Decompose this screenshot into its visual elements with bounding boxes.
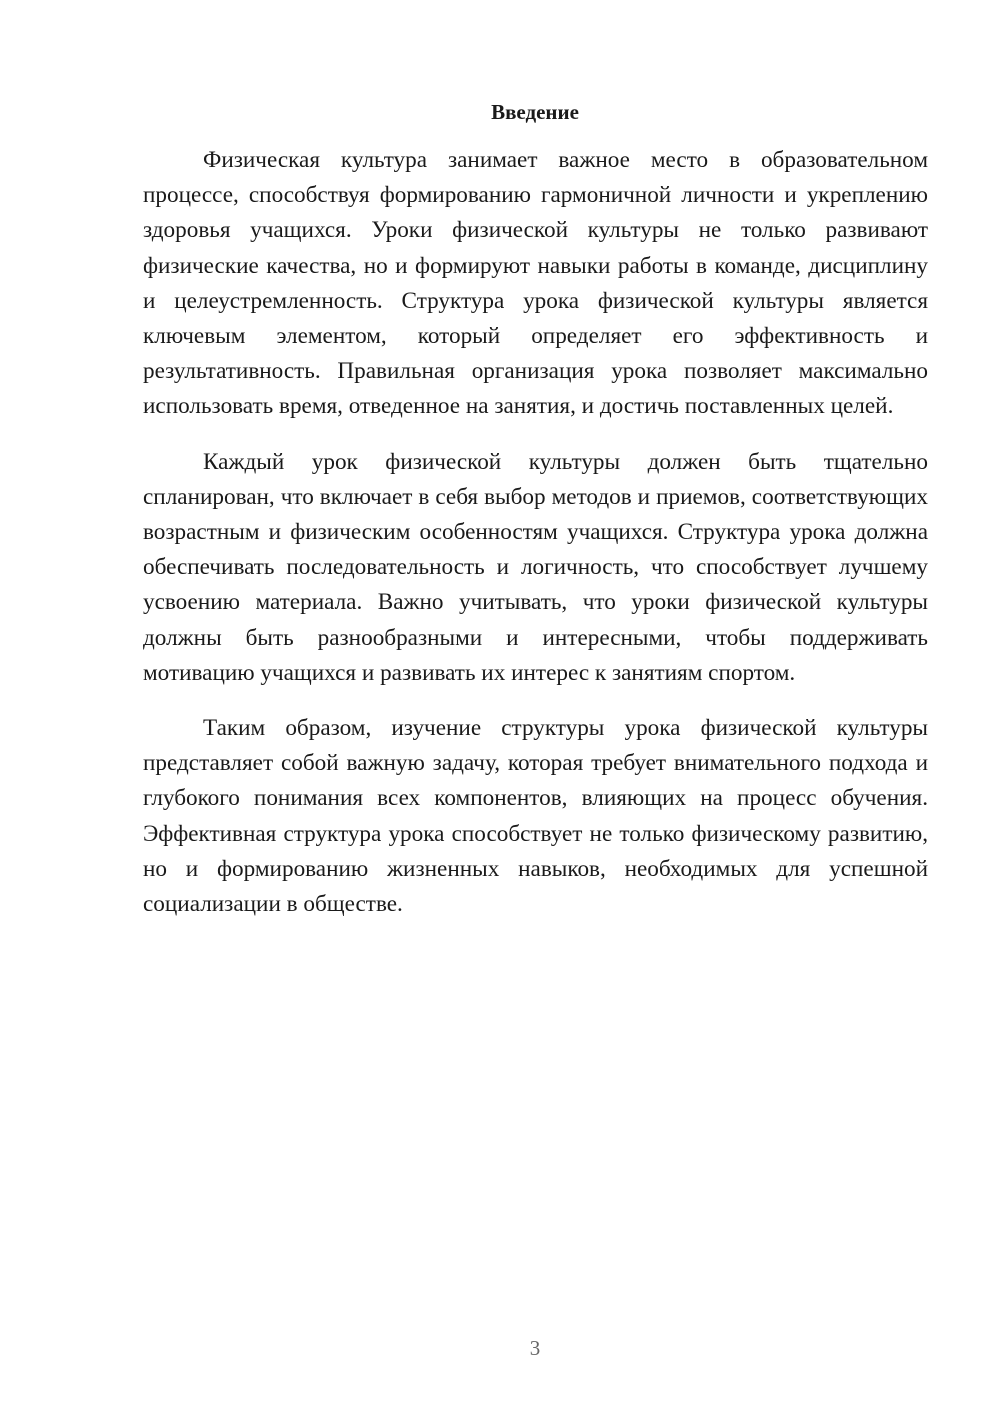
paragraph: Таким образом, изучение структуры урока физической культуры представляет собой важную задачу, которая требует внимательного подхода и глубокого понимания всех компонентов, влияющих на процесс обучения. Эффективная структура урока способствует не только физическому развитию, но и формированию жизненных навыков, необходимых для успешной социализации в обществе. bbox=[143, 715, 928, 918]
page-number: 3 bbox=[529, 1336, 541, 1360]
document-body bbox=[143, 143, 928, 922]
paragraph: Физическая культура занимает важное место в образовательном процессе, способствуя формированию гармоничной личности и укреплению здоровья учащихся. Уроки физической культуры не только развивают физические качества, но и формируют навыки работы в команде, дисциплину и целеустремленность. Структура урока физической культуры является ключевым элементом, который определяет его эффективность и результативность. Правильная организация урока позволяет максимально использовать время, отведенное на занятия, и достичь поставленных целей. bbox=[143, 147, 928, 420]
paragraph: Каждый урок физической культуры должен быть тщательно спланирован, что включает в себя выбор методов и приемов, соответствующих возрастным и физическим особенностям учащихся. Структура урока должна обеспечивать последовательность и логичность, что способствует лучшему усвоению материала. Важно учитывать, что уроки физической культуры должны быть разнообразными и интересными, чтобы поддерживать мотивацию учащихся и развивать их интерес к занятиям спортом. bbox=[143, 448, 928, 686]
page-title: Введение bbox=[491, 100, 579, 124]
